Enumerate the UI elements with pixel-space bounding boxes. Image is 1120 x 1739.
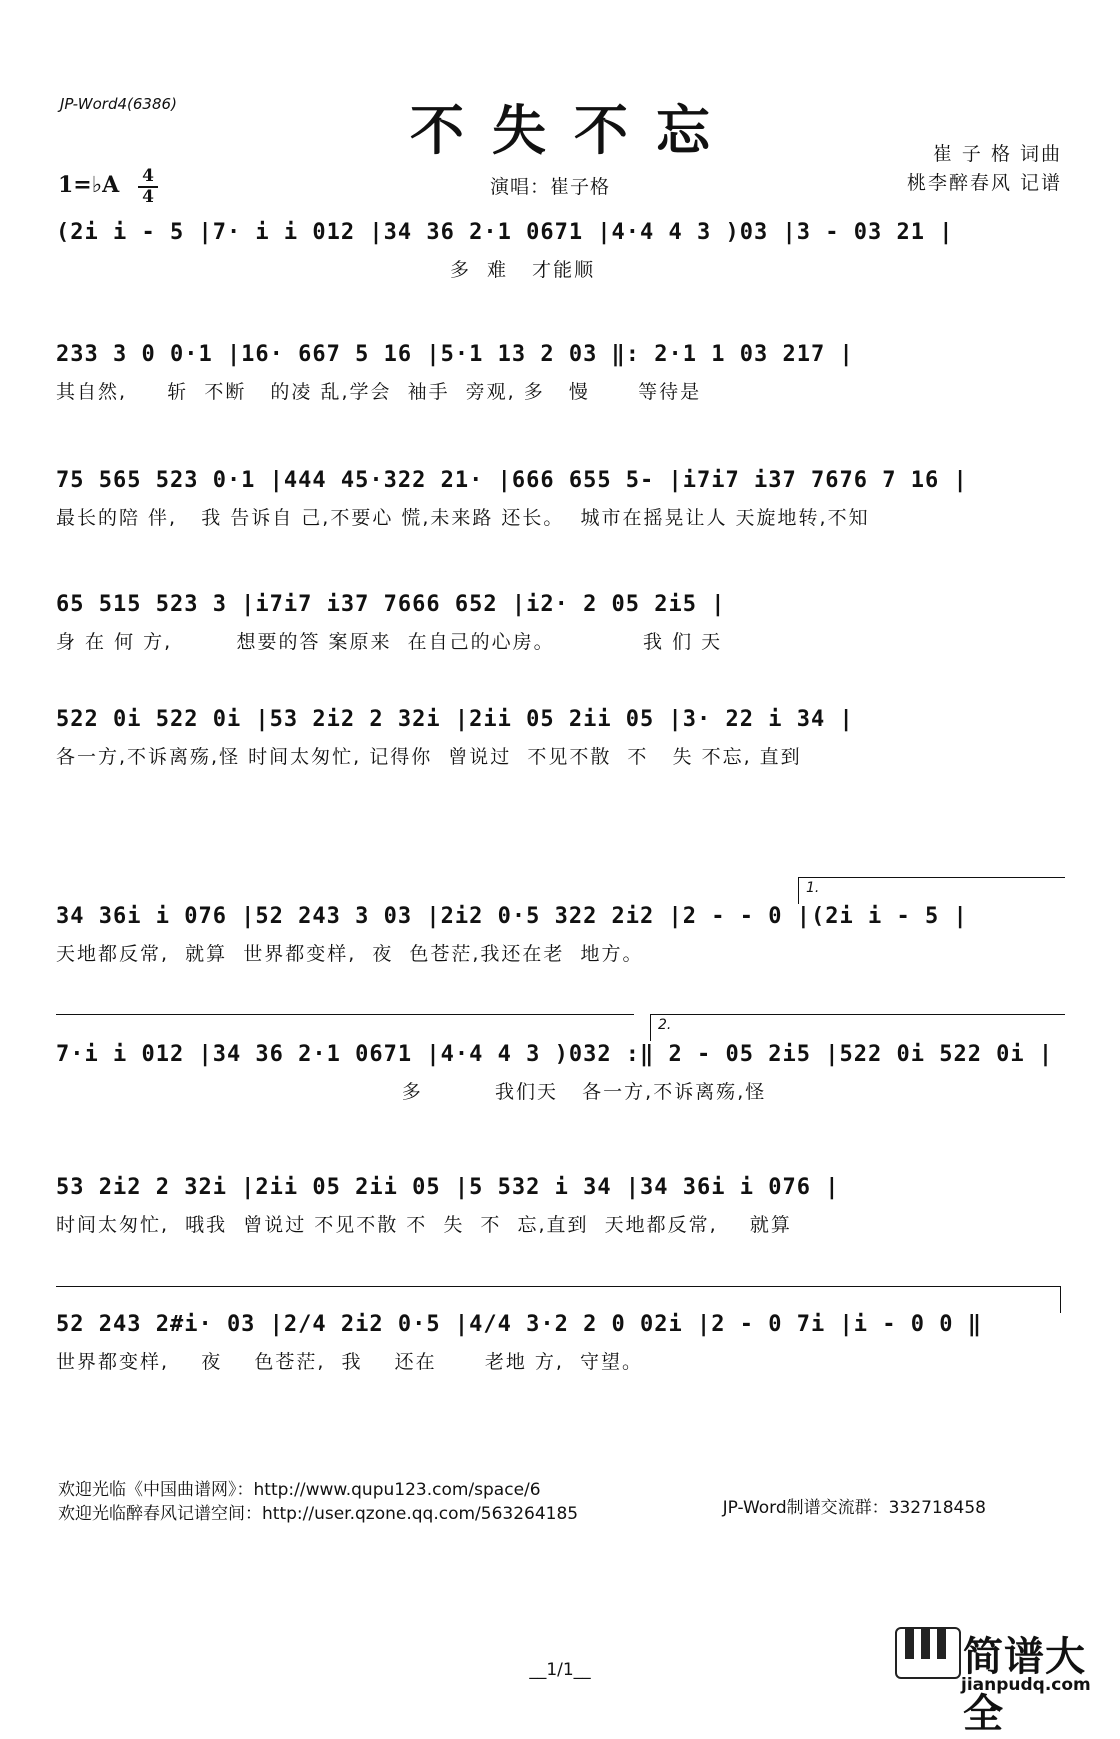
- time-bottom: 4: [142, 187, 154, 207]
- transcriber: 桃李醉春风 记谱: [906, 172, 1062, 194]
- lyricist-composer: 崔 子 格 词曲: [932, 143, 1062, 165]
- lyrics-line: 天地都反常, 就算 世界都变样, 夜 色苍茫,我还在老 地方。: [56, 943, 644, 965]
- first-ending-label: 1.: [806, 880, 820, 896]
- lyrics-line: 最长的陪 伴, 我 告诉自 己,不要心 慌,未来路 还长。 城市在摇晃让人 天旋地转,不知: [56, 507, 870, 529]
- piano-keys-icon: [895, 1627, 961, 1679]
- score-system-1: [56, 218, 1064, 284]
- score-system-4: [56, 590, 1064, 656]
- key-signature: 1=♭A: [58, 172, 120, 198]
- lyrics-line: 时间太匆忙, 哦我 曾说过 不见不散 不 失 不 忘,直到 天地都反常, 就算: [56, 1214, 792, 1236]
- lyrics-line: 身 在 何 方, 想要的答 案原来 在自己的心房。 我 们 天: [56, 631, 723, 653]
- notation-line: 522 0i 522 0i |53 2i2 2 32i |2ii 05 2ii 05 |3· 22 i 34 |: [56, 707, 854, 732]
- notation-line: 53 2i2 2 32i |2ii 05 2ii 05 |5 532 i 34 |34 36i i 076 |: [56, 1175, 840, 1200]
- notation-line: (2i i - 5 |7· i i 012 |34 36 2·1 0671 |4·4 4 3 )03 |3 - 03 21 |: [56, 220, 954, 245]
- song-title: 不失不忘: [410, 98, 738, 162]
- credits: [907, 140, 1062, 198]
- score-system-6: [56, 902, 1064, 968]
- time-signature: [138, 168, 158, 206]
- notation-line: 7·i i 012 |34 36 2·1 0671 |4·4 4 3 )032 :‖ 2 - 05 2i5 |522 0i 522 0i |: [56, 1042, 1054, 1067]
- source-label: JP-Word4(6386): [60, 95, 177, 113]
- footer-line-2: 欢迎光临醉春风记谱空间：http://user.qzone.qq.com/563264185: [58, 1504, 579, 1524]
- first-ending-bracket: [798, 877, 1065, 904]
- score-system-2: [56, 340, 1064, 406]
- ending-bracket: [56, 1286, 1061, 1313]
- footer-line-1: 欢迎光临《中国曲谱网》：http://www.qupu123.com/space/6: [58, 1480, 541, 1500]
- lyrics-line: 多 难 才能顺: [56, 259, 596, 281]
- notation-line: 34 36i i 076 |52 243 3 03 |2i2 0·5 322 2i2 |2 - - 0 |(2i i - 5 |: [56, 904, 968, 929]
- second-ending-bracket: [650, 1014, 1065, 1041]
- score-system-3: [56, 466, 1064, 532]
- notation-line: 233 3 0 0·1 |16· 667 5 16 |5·1 13 2 03 ‖: 2·1 1 03 217 |: [56, 342, 854, 367]
- page-number: __1/1__: [529, 1660, 591, 1680]
- footer-links: [58, 1478, 578, 1526]
- score-system-7: [56, 1040, 1064, 1106]
- lyrics-line: 各一方,不诉离殇,怪 时间太匆忙, 记得你 曾说过 不见不散 不 失 不忘, 直到: [56, 746, 802, 768]
- footer-group: JP-Word制谱交流群：332718458: [722, 1498, 986, 1518]
- time-top: 4: [142, 166, 154, 186]
- notation-line: 65 515 523 3 |i7i7 i37 7666 652 |i2· 2 05 2i5 |: [56, 592, 726, 617]
- score-system-9: [56, 1310, 1064, 1376]
- site-logo: [895, 1625, 1115, 1737]
- score-system-8: [56, 1173, 1064, 1239]
- lyrics-line: 世界都变样, 夜 色苍茫, 我 还在 老地 方, 守望。: [56, 1351, 644, 1373]
- notation-line: 52 243 2#i· 03 |2/4 2i2 0·5 |4/4 3·2 2 0 02i |2 - 0 7i |i - 0 0 ‖: [56, 1312, 982, 1337]
- first-ending-bracket-cont: [56, 1014, 634, 1041]
- lyrics-line: 其自然, 斩 不断 的凌 乱,学会 袖手 旁观, 多 慢 等待是: [56, 381, 702, 403]
- second-ending-label: 2.: [658, 1017, 672, 1033]
- singer: 演唱：崔子格: [490, 176, 611, 198]
- score-system-5: [56, 705, 1064, 771]
- notation-line: 75 565 523 0·1 |444 45·322 21· |666 655 5- |i7i7 i37 7676 7 16 |: [56, 468, 968, 493]
- logo-url: jianpudq.com: [961, 1675, 1091, 1695]
- lyrics-line: 多 我们天 各一方,不诉离殇,怪: [56, 1081, 767, 1103]
- logo-text: 简谱大全: [963, 1634, 1086, 1737]
